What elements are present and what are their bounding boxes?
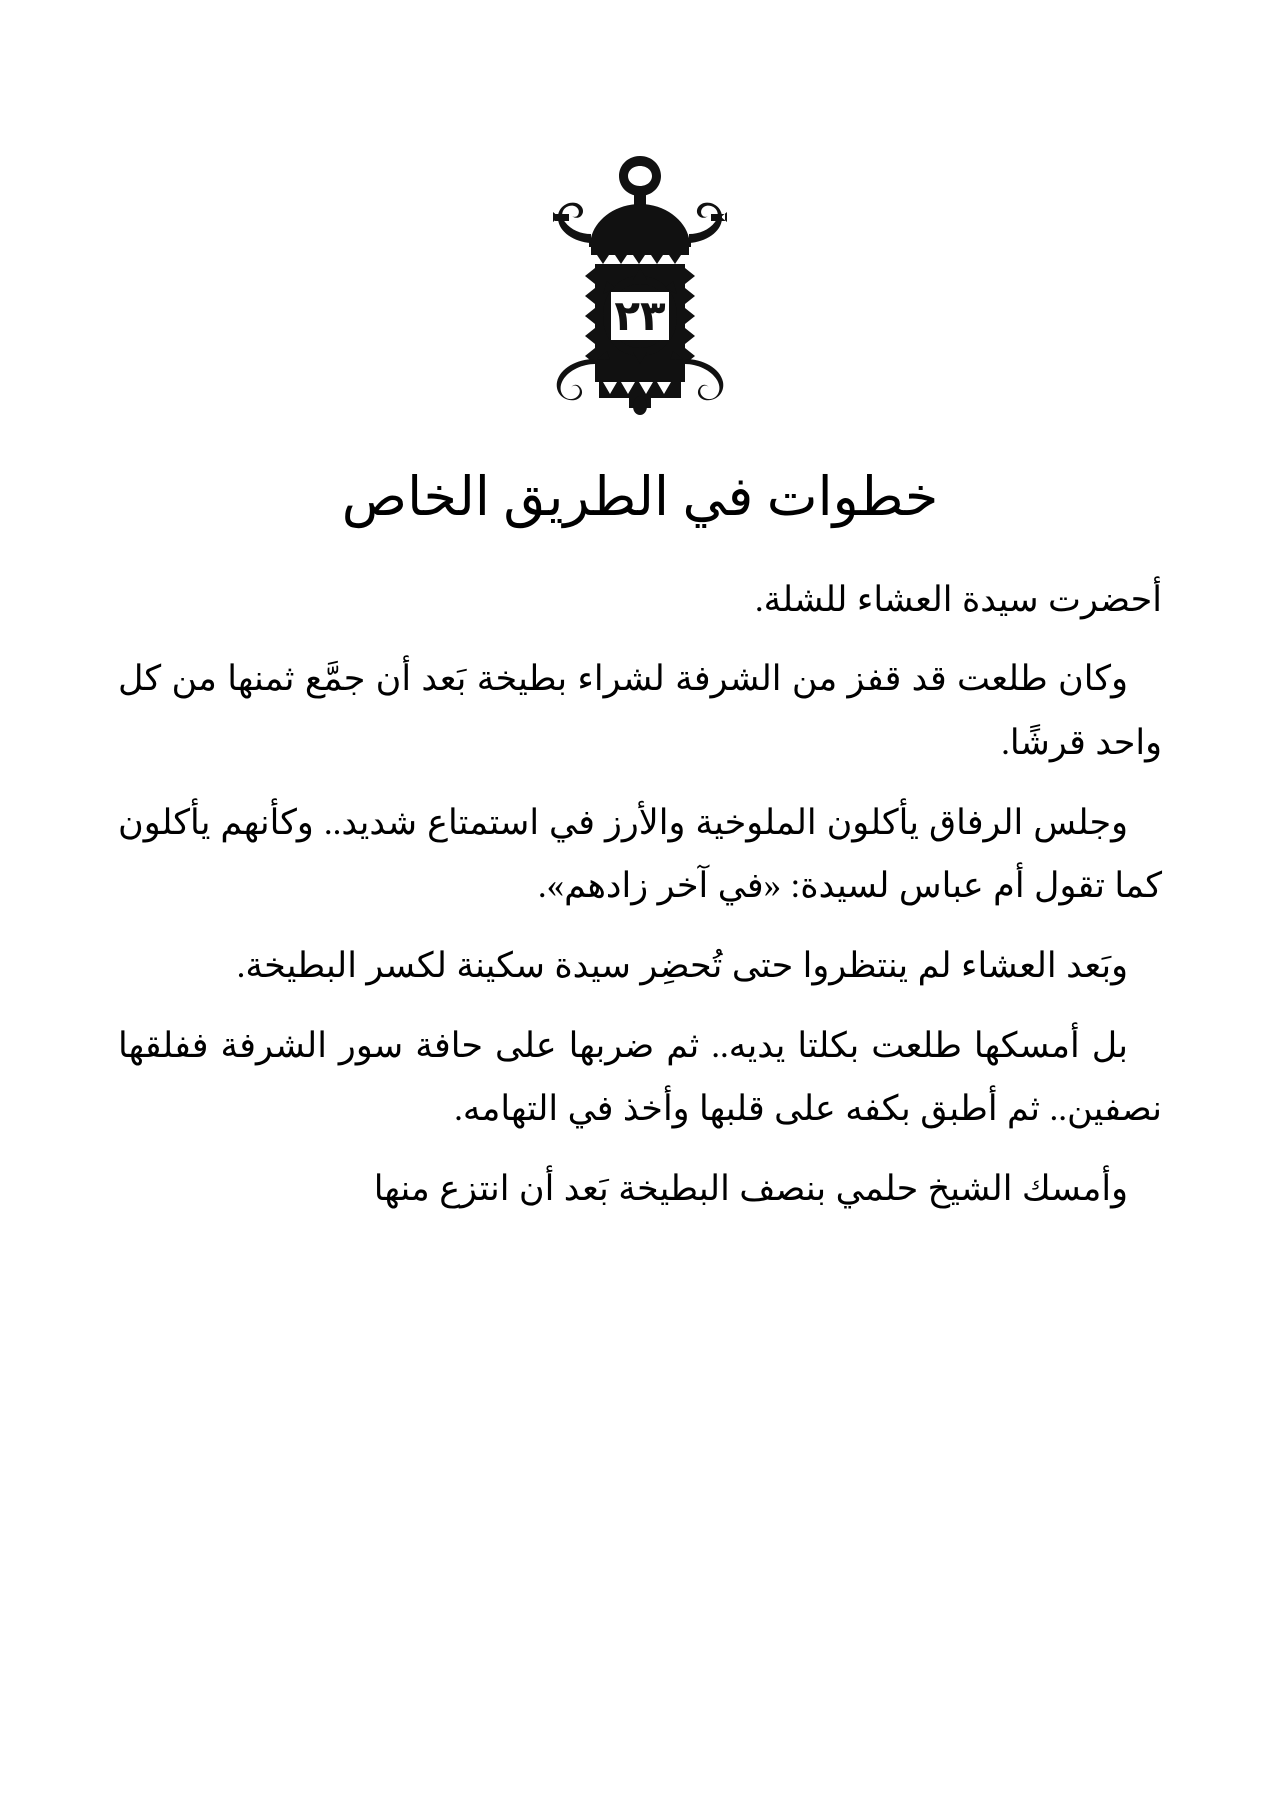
paragraph: وكان طلعت قد قفز من الشرفة لشراء بطيخة بَعد أن جمَّع ثمنها من كل واحد قرشًا. [118,659,1162,762]
page-title: خطوات في الطريق الخاص [341,467,939,527]
chapter-lantern-ornament-icon [545,150,735,418]
chapter-number-text: ٢٣ [614,291,666,340]
paragraph: وأمسك الشيخ حلمي بنصف البطيخة بَعد أن انتزع منها [373,1169,1128,1208]
body-text [118,568,1162,1221]
paragraph: أحضرت سيدة العشاء للشلة. [754,579,1162,619]
paragraph: وجلس الرفاق يأكلون الملوخية والأرز في استمتاع شديد.. وكأنهم يأكلون كما تقول أم عباس لسيدة: «في آخر زادهم». [118,802,1162,906]
paragraph: وبَعد العشاء لم ينتظروا حتى تُحضِر سيدة سكينة لكسر البطيخة. [236,945,1128,985]
chapter-ornament-container [118,0,1162,418]
paragraph: بل أمسكها طلعت بكلتا يديه.. ثم ضربها على حافة سور الشرفة ففلقها نصفين.. ثم أطبق بكفه على قلبها وأخذ في التهامه. [118,1025,1162,1129]
